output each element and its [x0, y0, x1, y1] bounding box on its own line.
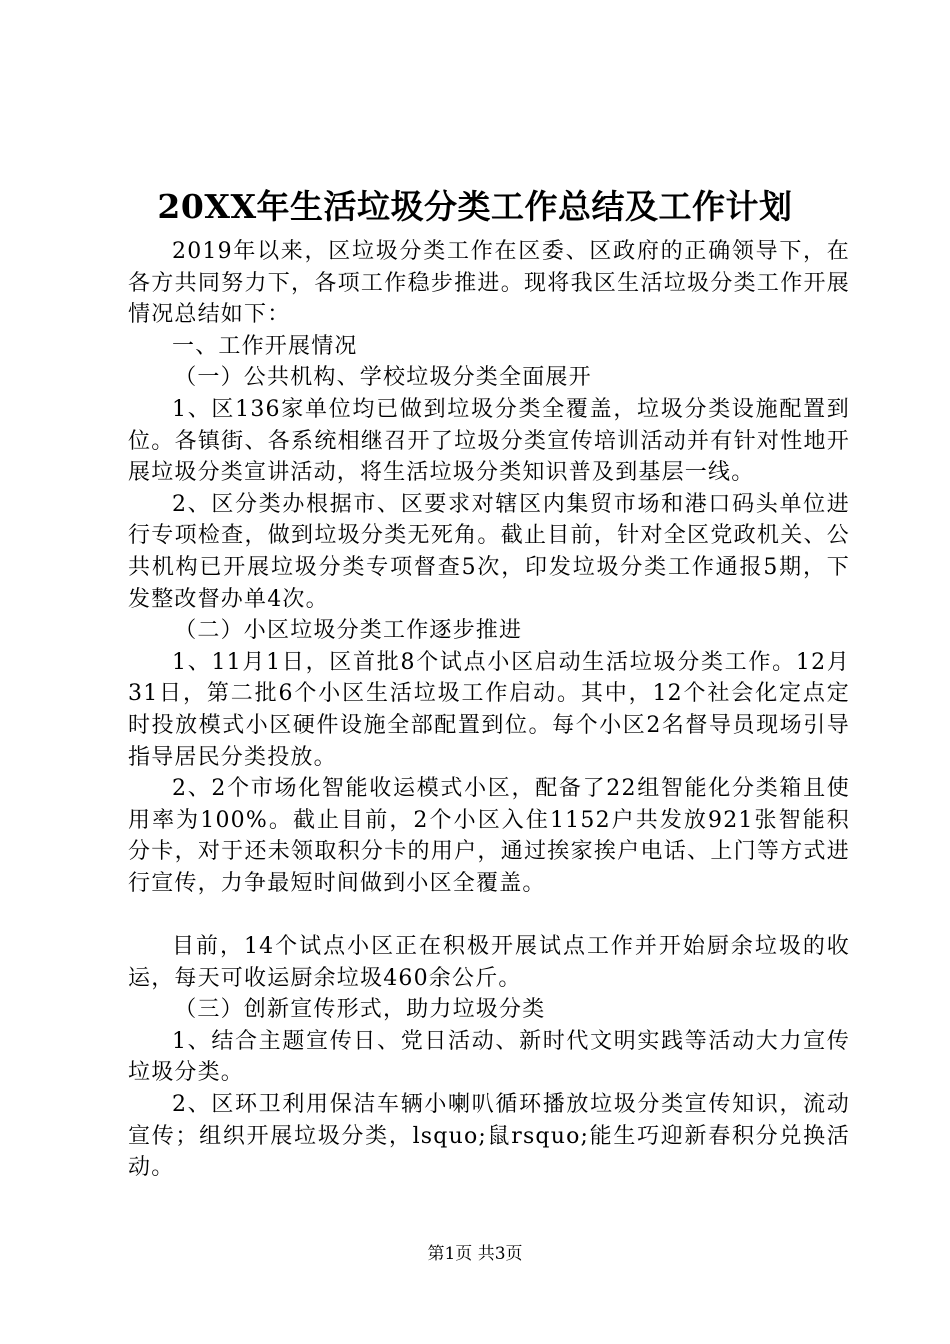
paragraph-2-3: 目前，14个试点小区正在积极开展试点工作并开始厨余垃圾的收运，每天可收运厨余垃圾460余公斤。 — [128, 934, 850, 991]
paragraph-3-2: 2、区环卫利用保洁车辆小喇叭循环播放垃圾分类宣传知识，流动宣传；组织开展垃圾分类，lsquo;鼠rsquo;能生巧迎新春积分兑换活动。 — [128, 1092, 850, 1181]
paragraph-1-1: 1、区136家单位均已做到垃圾分类全覆盖，垃圾分类设施配置到位。各镇街、各系统相继召开了垃圾分类宣传培训活动并有针对性地开展垃圾分类宣讲活动，将生活垃圾分类知识普及到基层一线。 — [128, 396, 850, 486]
document-title: 20XX年生活垃圾分类工作总结及工作计划 — [157, 187, 793, 226]
paragraph-3-1: 1、结合主题宣传日、党日活动、新时代文明实践等活动大力宣传垃圾分类。 — [128, 1028, 850, 1086]
paragraph-2-2: 2、2个市场化智能收运模式小区，配备了22组智能化分类箱且使用率为100%。截止目前，2个小区入住1152户共发放921张智能积分卡，对于还未领取积分卡的用户，通过挨家挨户电话、上门等方式进行宣传，力争最短时间做到小区全覆盖。 — [128, 776, 850, 896]
paragraph-intro: 2019年以来，区垃圾分类工作在区委、区政府的正确领导下，在各方共同努力下，各项工作稳步推进。现将我区生活垃圾分类工作开展情况总结如下： — [128, 239, 850, 328]
section-heading-1: 一、工作开展情况 — [172, 333, 358, 359]
document-body — [128, 236, 850, 1184]
subsection-heading-3: （三）创新宣传形式，助力垃圾分类 — [174, 997, 546, 1023]
paragraph-2-1: 1、11月1日，区首批8个试点小区启动生活垃圾分类工作。12月31日，第二批6个小区生活垃圾工作启动。其中，12个社会化定点定时投放模式小区硬件设施全部配置到位。每个小区2名督导员现场引导指导居民分类投放。 — [128, 649, 850, 770]
paragraph-1-2: 2、区分类办根据市、区要求对辖区内集贸市场和港口码头单位进行专项检查，做到垃圾分类无死角。截止目前，针对全区党政机关、公共机构已开展垃圾分类专项督查5次，印发垃圾分类工作通报5期，下发整改督办单4次。 — [128, 491, 850, 612]
page-footer: 第1页 共3页 — [427, 1244, 523, 1264]
subsection-heading-1: （一）公共机构、学校垃圾分类全面展开 — [174, 365, 592, 391]
subsection-heading-2: （二）小区垃圾分类工作逐步推进 — [174, 618, 523, 644]
